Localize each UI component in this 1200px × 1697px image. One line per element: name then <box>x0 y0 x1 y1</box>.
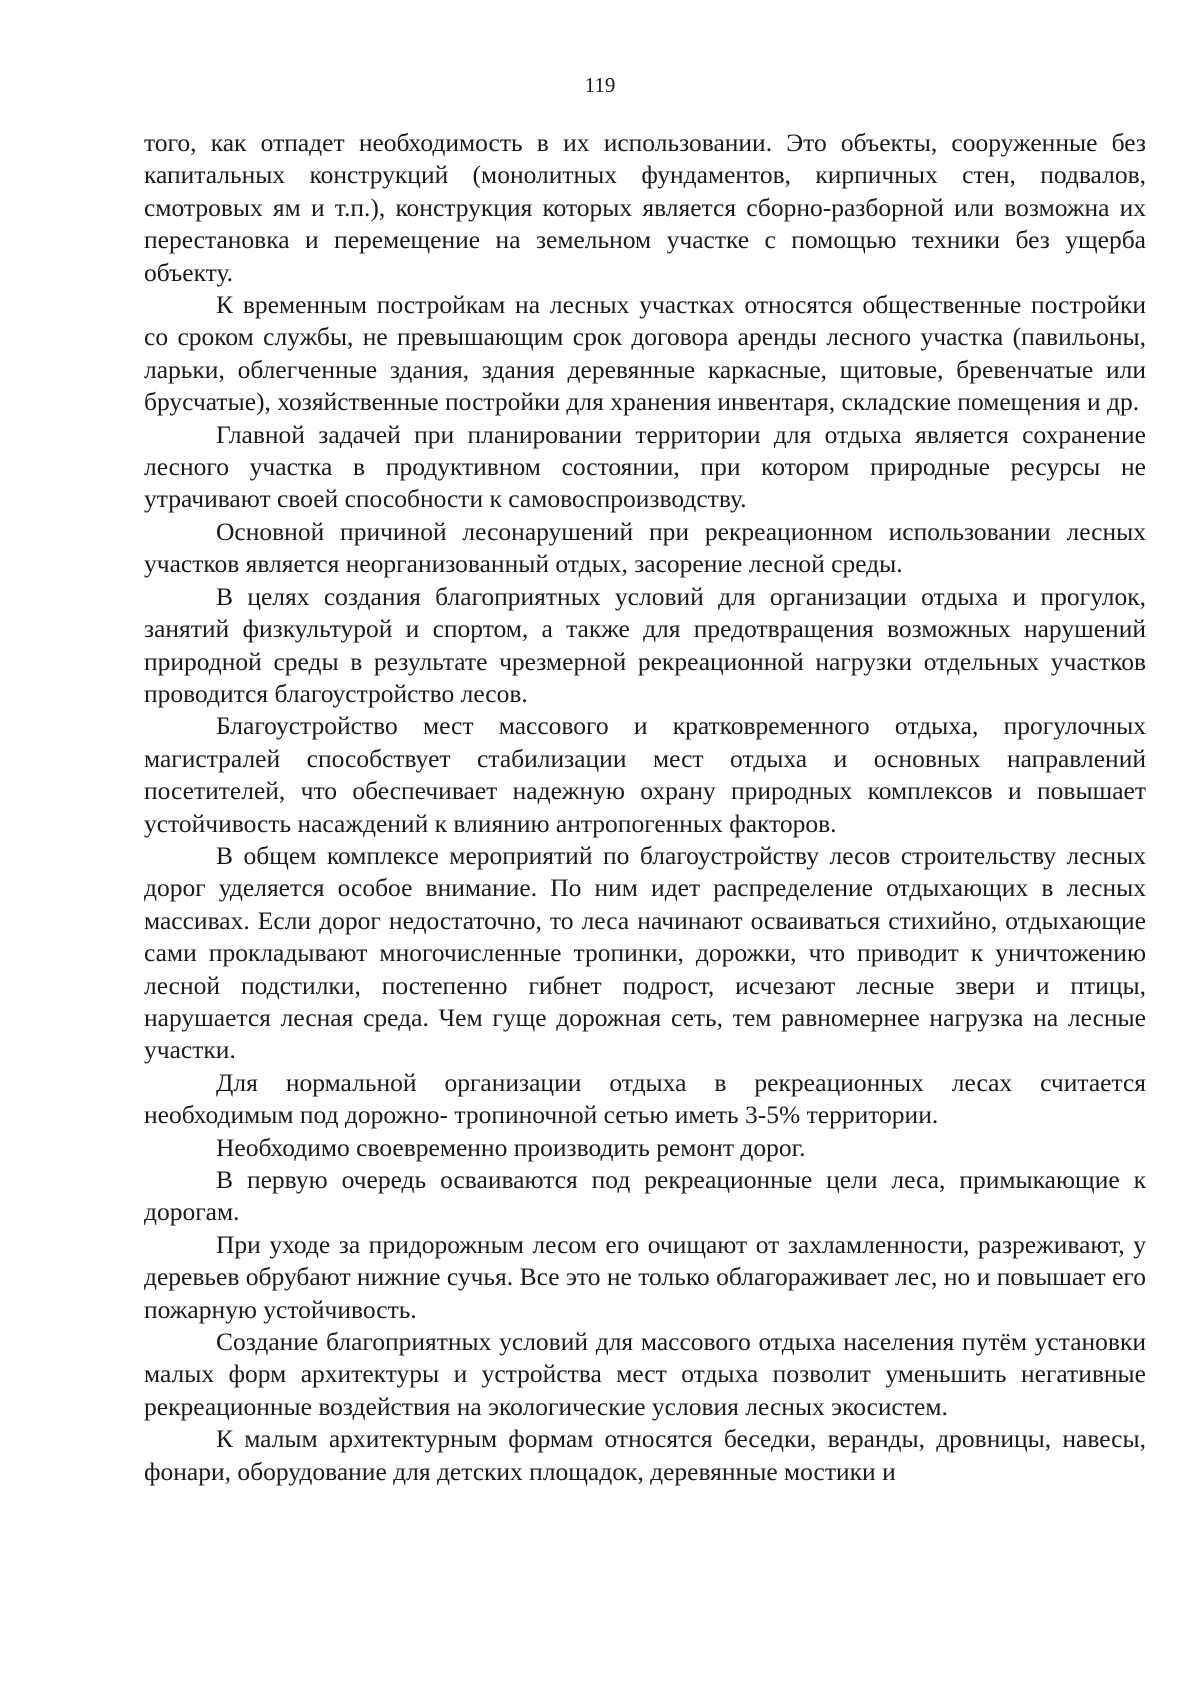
paragraph-5: В целях создания благоприятных условий для организации отдыха и прогулок, занятий физкультурой и спортом, а также для предотвращения возможных нарушений природной среды в результате чрезмерной рекреационной нагрузки отдельных участков проводится благоустройство лесов. <box>144 581 1146 708</box>
paragraph-1: того, как отпадет необходимость в их использовании. Это объекты, сооруженные без капитальных конструкций (монолитных фундаментов, кирпичных стен, подвалов, смотровых ям и т.п.), конструкция которых является сборно-разборной или возможна их перестановка и перемещение на земельном участке с помощью техники без ущерба объекту. <box>144 128 1146 287</box>
paragraph-3: Главной задачей при планировании территории для отдыха является сохранение лесного участка в продуктивном состоянии, при котором природные ресурсы не утрачивают своей способности к самовоспроизводству. <box>144 419 1146 514</box>
paragraph-9: Необходимо своевременно производить ремонт дорог. <box>216 1132 806 1162</box>
paragraph-7: В общем комплексе мероприятий по благоустройству лесов строительству лесных дорог уделяется особое внимание. По ним идет распределение отдыхающих в лесных массивах. Если дорог недостаточно, то леса начинают осваиваться стихийно, отдыхающие сами прокладывают многочисленные тропинки, дорожки, что приводит к уничтожению лесной подстилки, постепенно гибнет подрост, исчезают лесные звери и птицы, нарушается лесная среда. Чем гуще дорожная сеть, тем равномернее нагрузка на лесные участки. <box>144 840 1146 1065</box>
paragraph-13: К малым архитектурным формам относятся беседки, веранды, дровницы, навесы, фонари, оборудование для детских площадок, деревянные мостики и <box>144 1424 1146 1486</box>
paragraph-11: При уходе за придорожным лесом его очищают от захламленности, разреживают, у деревьев обрубают нижние сучья. Все это не только облагораживает лес, но и повышает его пожарную устойчивость. <box>144 1229 1146 1324</box>
paragraph-6: Благоустройство мест массового и кратковременного отдыха, прогулочных магистралей способствует стабилизации мест отдыха и основных направлений посетителей, что обеспечивает надежную охрану природных комплексов и повышает устойчивость насаждений к влиянию антропогенных факторов. <box>144 711 1146 838</box>
paragraph-12: Создание благоприятных условий для массового отдыха населения путём установки малых форм архитектуры и устройства мест отдыха позволит уменьшить негативные рекреационные воздействия на экологические условия лесных экосистем. <box>144 1327 1146 1421</box>
paragraph-4: Основной причиной лесонарушений при рекреационном использовании лесных участков является неорганизованный отдых, засорение лесной среды. <box>144 516 1146 579</box>
paragraph-10: В первую очередь осваиваются под рекреационные цели леса, примыкающие к дорогам. <box>144 1165 1146 1227</box>
paragraph-2: К временным постройкам на лесных участках относятся общественные постройки со сроком службы, не превышающим срок договора аренды лесного участка (павильоны, ларьки, облегченные здания, здания деревянные каркасные, щитовые, бревенчатые или брусчатые), хозяйственные постройки для хранения инвентаря, складские помещения и др. <box>144 290 1146 417</box>
body-text <box>144 127 1146 1488</box>
paragraph-8: Для нормальной организации отдыха в рекреационных лесах считается необходимым под дорожно- тропиночной сетью иметь 3-5% территории. <box>144 1067 1146 1130</box>
page-number: 119 <box>584 73 616 97</box>
